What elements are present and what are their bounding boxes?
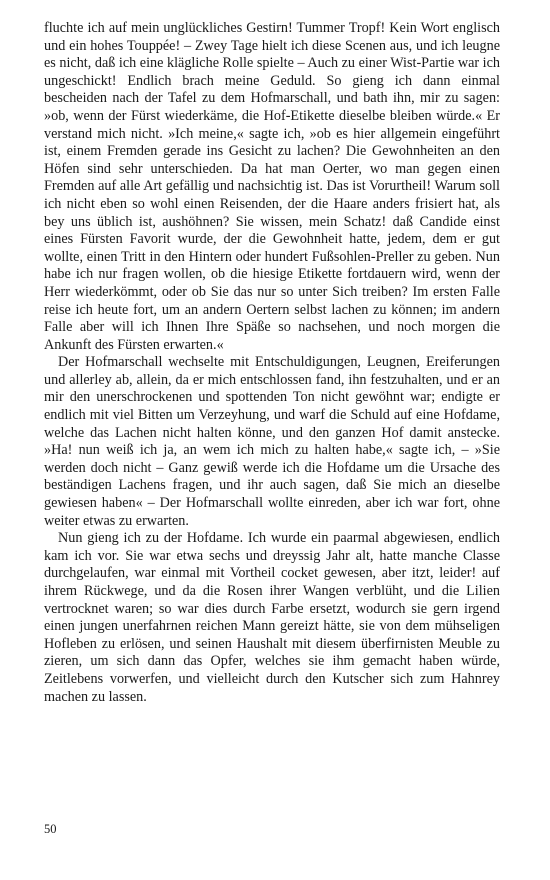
book-page	[44, 20, 500, 860]
page-number: 50	[44, 822, 57, 836]
paragraph-1: fluchte ich auf mein unglückliches Gestirn! Tummer Tropf! Kein Wort englisch und ein hohes Touppée! – Zwey Tage hielt ich diese Scenen aus, und ich leugne es nicht, daß ich eine klägliche Rolle spielte – Auch zu einer Wist-Partie war ich ungeschickt! Endlich brach meine Geduld. So gieng ich dann einmal bescheiden nach der Tafel zu dem Hofmarschall, und bath ihn, mir zu sagen: »ob, wenn der Fürst wiederkäme, die Hof-Etikette dieselbe bleiben würde.« Er verstand mich nicht. »Ich meine,« sagte ich, »ob es hier allgemein eingeführt ist, einem Fremden gerade ins Gesicht zu lachen? Die Gewohnheiten an den Höfen sind sehr unterschieden. Da hat man Oerter, wo man gegen einen Fremden auf alle Art gefällig und nachsichtig ist. Das ist Vorurtheil! Warum soll ich nicht eben so wohl einen Reisenden, der die Haare anders frisiert hat, als bey uns üblich ist, aushöhnen? Sie wissen, mein Schatz! daß Candide einst eines Fürsten Favorit wurde, der die Gewohnheit hatte, jedem, dem er gut wollte, einen Tritt in den Hintern oder hundert Fußsohlen-Preller zu geben. Nun habe ich nur fragen wollen, ob die hiesige Etikette fortdauern wird, wenn der Herr wiederkömmt, oder ob Sie das nur so unter Sich treiben? Im ersten Falle reise ich heute fort, um an andern Oertern selbst lachen zu können; im andern Falle aber will ich Ihnen Ihre Späße so nachsehen, und noch morgen die Ankunft des Fürsten erwarten.«	[44, 20, 500, 353]
paragraph-2: Der Hofmarschall wechselte mit Entschuldigungen, Leugnen, Ereiferungen und allerley ab, allein, da er mich entschlossen fand, ihn festzuhalten, und er an mir den unerschrockenen und spottenden Ton nicht gewöhnt war; endigte er endlich mit viel Bitten um Verzeyhung, und warf die Schuld auf eine Hofdame, welche das Lachen nicht halten könne, und den ganzen Hof damit anstecke. »Ha! nun weiß ich ja, an wem ich mich zu halten habe,« sagte ich, – »Sie werden doch nicht – Ganz gewiß werde ich die Hofdame um die Ursache des beständigen Lachens fragen, und ihr auch sagen, daß Sie mich an dieselbe gewiesen haben« – Der Hofmarschall wollte einreden, aber ich war fort, ohne weiter etwas zu erwarten.	[44, 354, 500, 529]
paragraph-3: Nun gieng ich zu der Hofdame. Ich wurde ein paarmal abgewiesen, endlich kam ich vor. Sie war etwa sechs und dreyssig Jahr alt, hatte manche Classe durchgelaufen, war einmal mit Vortheil cocket gewesen, aber itzt, leider! auf ihrem Rückwege, und da die Rosen ihrer Wangen verblüht, und die Lilien vertrocknet waren; so war dies durch Farbe ersetzt, wodurch sie gern irgend einen jungen unerfahrnen reichen Mann gereizt hätte, sie von dem mühseligen Hofleben zu erlösen, und seinen Haushalt mit diesem überfirnisten Meuble zu zieren, um sich dann das Opfer, welches sie ihm gemacht haben würde, Zeitlebens vorwerfen, und vielleicht durch den Kutscher sich zum Hahnrey machen zu lassen.	[44, 530, 500, 705]
body-text	[44, 20, 500, 706]
